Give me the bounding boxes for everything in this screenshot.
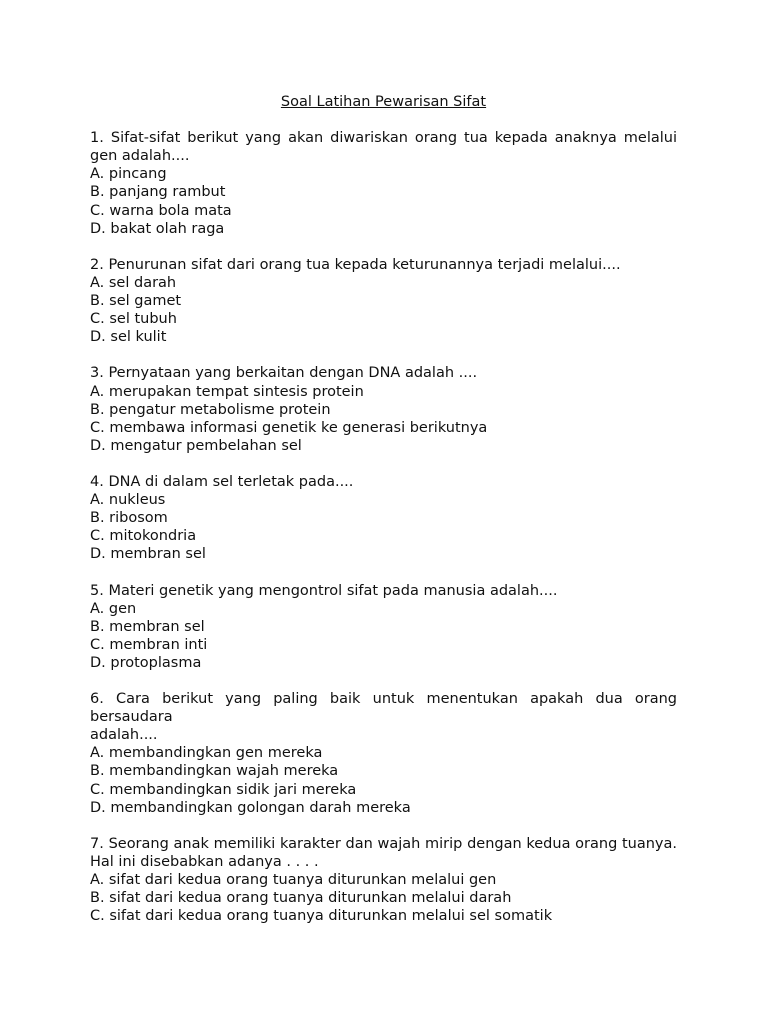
question-1: [90, 129, 677, 238]
option-d: D. membran sel: [90, 546, 206, 563]
question-3: [90, 364, 677, 454]
option-b: B. sel gamet: [90, 293, 182, 310]
question-4: [90, 473, 677, 563]
question-line: Sifat-sifat berikut yang akan diwariskan orang tua kepada anaknya melalui gen adalah....: [90, 130, 678, 165]
option-d: D. sel kulit: [90, 329, 167, 346]
option-c: C. membawa informasi genetik ke generasi berikutnya: [90, 419, 488, 436]
question-number: 1.: [90, 130, 104, 147]
option-d: D. membandingkan golongan darah mereka: [90, 799, 411, 816]
option-b: B. ribosom: [90, 510, 168, 527]
option-b: B. membandingkan wajah mereka: [90, 763, 339, 780]
question-2: [90, 256, 677, 346]
option-c: C. sifat dari kedua orang tuanya diturunkan melalui sel somatik: [90, 908, 553, 925]
question-line: DNA di dalam sel terletak pada....: [108, 473, 354, 490]
question-5: [90, 582, 677, 672]
option-a: A. merupakan tempat sintesis protein: [90, 383, 364, 400]
question-line: adalah....: [90, 727, 158, 744]
document-title: Soal Latihan Pewarisan Sifat: [280, 94, 487, 110]
question-text: [90, 129, 677, 165]
question-number: 3.: [90, 365, 104, 382]
question-line: Penurunan sifat dari orang tua kepada keturunannya terjadi melalui....: [108, 256, 621, 273]
question-number: 5.: [90, 582, 104, 599]
question-6: [90, 690, 677, 817]
question-number: 6.: [90, 691, 104, 708]
question-text: [90, 256, 677, 274]
option-d: D. bakat olah raga: [90, 220, 225, 237]
question-number: 2.: [90, 256, 104, 273]
option-c: C. mitokondria: [90, 528, 197, 545]
option-a: A. nukleus: [90, 492, 166, 509]
option-a: A. gen: [90, 600, 137, 617]
option-b: B. pengatur metabolisme protein: [90, 401, 331, 418]
option-c: C. sel tubuh: [90, 311, 177, 328]
question-text: [90, 582, 677, 600]
question-text: [90, 473, 677, 491]
question-line: Seorang anak memiliki karakter dan wajah mirip dengan kedua orang tuanya. Hal ini disebabkan adanya . . . .: [90, 835, 678, 870]
option-c: C. membran inti: [90, 636, 208, 653]
option-c: C. warna bola mata: [90, 202, 232, 219]
question-7: [90, 835, 677, 925]
question-line: Materi genetik yang mengontrol sifat pada manusia adalah....: [108, 582, 558, 599]
question-number: 7.: [90, 835, 104, 852]
option-a: A. sel darah: [90, 274, 177, 291]
option-a: A. sifat dari kedua orang tuanya diturunkan melalui gen: [90, 872, 497, 889]
option-d: D. protoplasma: [90, 654, 202, 671]
option-a: A. pincang: [90, 166, 167, 183]
option-b: B. panjang rambut: [90, 184, 226, 201]
option-b: B. membran sel: [90, 618, 205, 635]
question-number: 4.: [90, 473, 104, 490]
question-line: Pernyataan yang berkaitan dengan DNA adalah ....: [108, 365, 478, 382]
question-text-continued: [90, 726, 677, 744]
option-b: B. sifat dari kedua orang tuanya diturunkan melalui darah: [90, 890, 512, 907]
option-d: D. mengatur pembelahan sel: [90, 437, 302, 454]
option-a: A. membandingkan gen mereka: [90, 745, 323, 762]
question-text: [90, 690, 677, 726]
question-text: [90, 364, 677, 382]
option-c: C. membandingkan sidik jari mereka: [90, 781, 357, 798]
document-page: [90, 93, 677, 943]
question-text: [90, 835, 677, 871]
question-line: Cara berikut yang paling baik untuk menentukan apakah dua orang bersaudara: [90, 691, 678, 726]
